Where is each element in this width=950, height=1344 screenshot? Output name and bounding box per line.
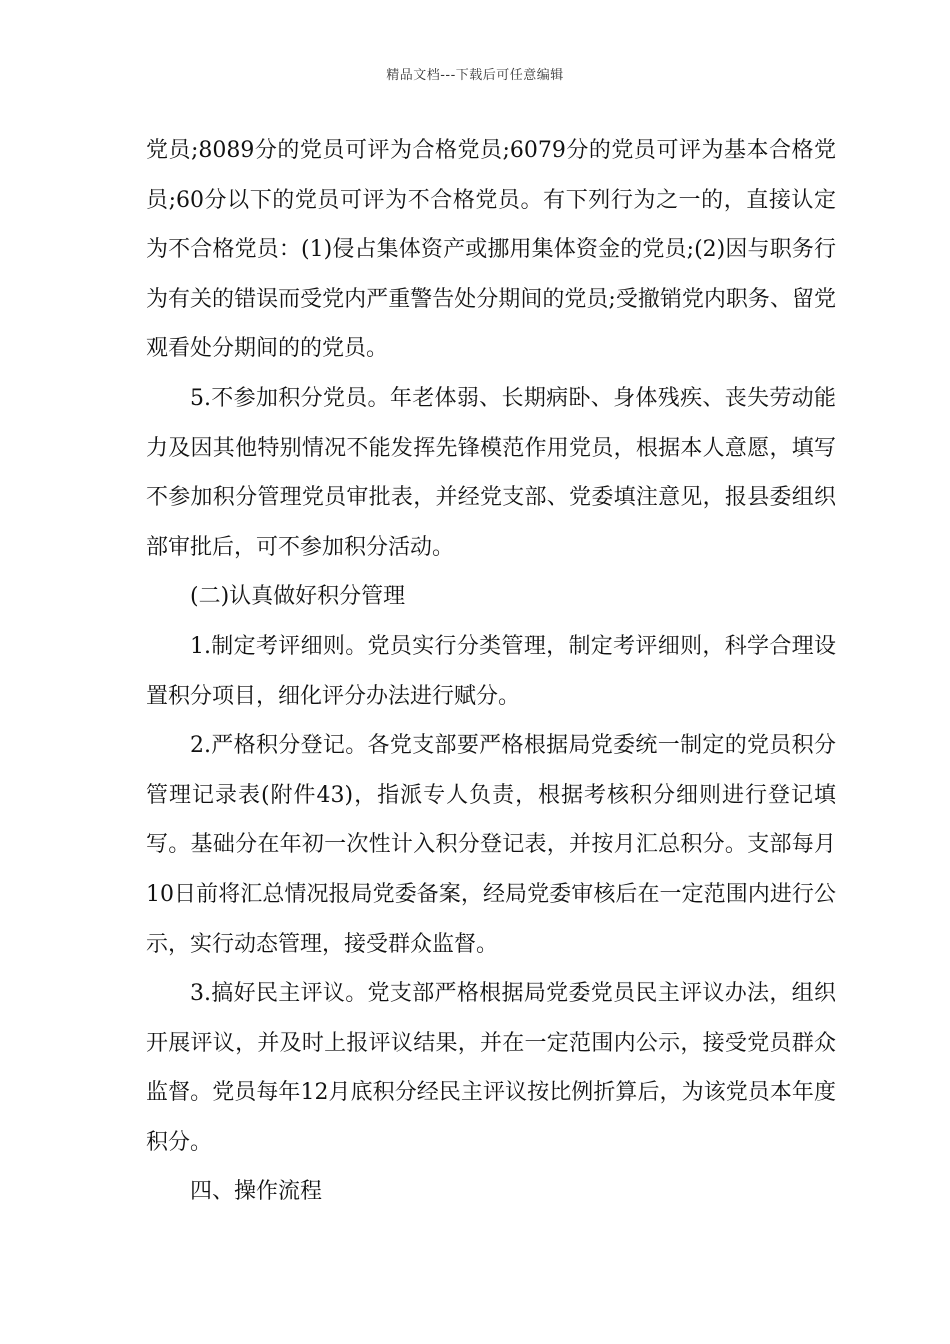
paragraph-evaluation-rules: 1.制定考评细则。党员实行分类管理，制定考评细则，科学合理设置积分项目，细化评分办法进行赋分。 [146, 633, 836, 709]
page-header: 精品文档---下载后可任意编辑 [386, 68, 564, 83]
document-body [146, 126, 836, 1217]
section-heading-points-management: (二)认真做好积分管理 [190, 584, 406, 610]
paragraph-points-registration: 2.严格积分登记。各党支部要严格根据局党委统一制定的党员积分管理记录表(附件43)，指派专人负责，根据考核积分细则进行登记填写。基础分在年初一次性计入积分登记表，并按月汇总积分。支部每月10日前将汇总情况报局党委备案，经局党委审核后在一定范围内进行公示，实行动态管理，接受群众监督。 [146, 733, 836, 957]
paragraph-democratic-evaluation: 3.搞好民主评议。党支部严格根据局党委党员民主评议办法，组织开展评议，并及时上报评议结果，并在一定范围内公示，接受党员群众监督。党员每年12月底积分经民主评议按比例折算后，为该党员本年度积分。 [146, 981, 836, 1155]
section-heading-operation-process: 四、操作流程 [190, 1179, 323, 1205]
paragraph-qualification-criteria: 党员;8089分的党员可评为合格党员;6079分的党员可评为基本合格党员;60分以下的党员可评为不合格党员。有下列行为之一的，直接认定为不合格党员：(1)侵占集体资产或挪用集体资金的党员;(2)因与职务行为有关的错误而受党内严重警告处分期间的党员;受撤销党内职务、留党观看处分期间的的党员。 [146, 138, 836, 362]
paragraph-non-participating-members: 5.不参加积分党员。年老体弱、长期病卧、身体残疾、丧失劳动能力及因其他特别情况不能发挥先锋模范作用党员，根据本人意愿，填写不参加积分管理党员审批表，并经党支部、党委填注意见，报县委组织部审批后，可不参加积分活动。 [146, 385, 836, 560]
